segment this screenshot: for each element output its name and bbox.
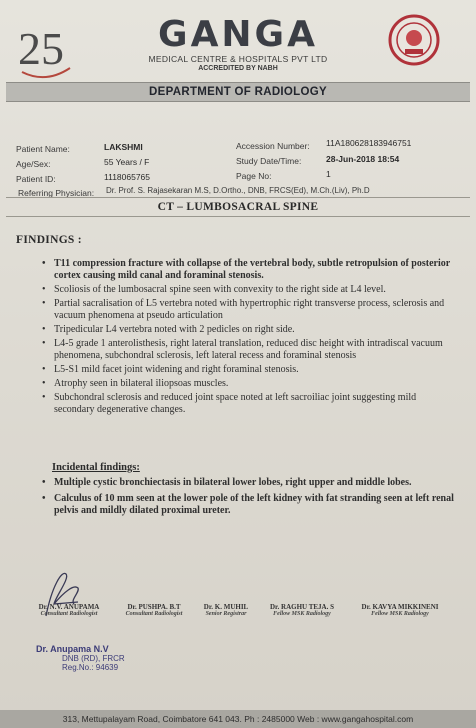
bullet-icon: •	[42, 298, 46, 309]
stamp-registration: Reg.No.: 94639	[62, 663, 119, 672]
finding-text: Tripedicular L4 vertebra noted with 2 pedicles on right side.	[54, 324, 295, 335]
study-date-label: Study Date/Time:	[236, 156, 302, 166]
signatory-role: Senior Registrar	[205, 611, 247, 617]
stamp-name: Dr. Anupama N.V	[36, 644, 109, 654]
bullet-icon: •	[42, 324, 46, 335]
bullet-icon: •	[42, 338, 46, 349]
signatory-name: Dr. N.V. ANUPAMA	[38, 603, 100, 611]
signatory-name: Dr. PUSHPA. B.T	[127, 603, 181, 611]
signatory	[196, 603, 256, 617]
finding-item	[40, 364, 458, 376]
brand-name: GANGA	[158, 14, 318, 55]
signatory-role: Consultant Radiologist	[40, 611, 98, 617]
doctor-stamp	[36, 644, 125, 672]
incidental-item	[40, 493, 460, 517]
signatory-role: Fellow MSK Radiology	[371, 611, 429, 617]
finding-item	[40, 392, 458, 416]
finding-text: T11 compression fracture with collapse of the vertebral body, subtle retropulsion of posterior cortex causing mild canal and foraminal stenosis.	[54, 258, 451, 281]
finding-text: Partial sacralisation of L5 vertebra noted with hypertrophic right transverse process, sclerosis and vacuum phenomena at pseudo articulation	[54, 298, 445, 321]
patient-name-value: LAKSHMI	[104, 142, 143, 152]
bullet-icon: •	[42, 258, 46, 269]
department-header: DEPARTMENT OF RADIOLOGY	[6, 82, 470, 102]
finding-text: L5-S1 mild facet joint widening and right foraminal stenosis.	[54, 364, 299, 375]
anniversary-25-logo	[14, 14, 76, 86]
findings-heading: FINDINGS :	[16, 234, 82, 246]
patient-id-label: Patient ID:	[16, 174, 56, 184]
referring-physician-value: Dr. Prof. S. Rajasekaran M.S, D.Ortho., DNB, FRCS(Ed), M.Ch.(Liv), Ph.D	[106, 186, 370, 195]
patient-name-label: Patient Name:	[16, 144, 70, 154]
signatory-role: Fellow MSK Radiology	[273, 611, 331, 617]
signatory	[350, 603, 450, 617]
finding-item	[40, 284, 458, 296]
incidental-item	[40, 477, 460, 489]
signatory-role: Consultant Radiologist	[125, 611, 183, 617]
signatory	[26, 603, 112, 617]
finding-text: Subchondral sclerosis and reduced joint space noted at left sacroiliac joint suggesting mild secondary degenerative changes.	[54, 392, 417, 415]
bullet-icon: •	[42, 493, 46, 504]
age-sex-label: Age/Sex:	[16, 159, 51, 169]
patient-id-value: 1118065765	[104, 172, 151, 182]
incidental-text: Multiple cystic bronchiectasis in bilateral lower lobes, right upper and middle lobes.	[54, 477, 412, 488]
accession-value: 11A180628183946751	[326, 138, 412, 148]
footer-address: 313, Mettupalayam Road, Coimbatore 641 043. Ph : 2485000 Web : www.gangahospital.com	[0, 710, 476, 728]
finding-item	[40, 324, 458, 336]
accreditation-text: ACCREDITED BY NABH	[198, 65, 278, 72]
bullet-icon: •	[42, 477, 46, 488]
report-title: CT – LUMBOSACRAL SPINE	[157, 201, 319, 213]
divider	[6, 197, 470, 198]
signatory	[112, 603, 196, 617]
study-date-value: 28-Jun-2018 18:54	[326, 154, 400, 164]
bullet-icon: •	[42, 392, 46, 403]
signatory-name: Dr. KAVYA MIKKINENI	[361, 603, 439, 611]
finding-text: L4-5 grade 1 anterolisthesis, right lateral translation, reduced disc height with intradiscal vacuum phenomena, subchondral sclerosis, left lateral recess and foraminal stenosis	[54, 338, 443, 361]
signatory-name: Dr. K. MUHIL	[203, 603, 249, 611]
referring-physician-label: Referring Physician:	[18, 188, 95, 198]
finding-text: Scoliosis of the lumbosacral spine seen with convexity to the right side at L4 level.	[54, 284, 386, 295]
accession-label: Accession Number:	[236, 141, 310, 151]
finding-item	[40, 338, 458, 362]
incidental-text: Calculus of 10 mm seen at the lower pole of the left kidney with fat stranding seen at left renal pelvis and mildly dilated proximal ureter.	[54, 493, 454, 516]
page-no-value: 1	[326, 169, 331, 179]
divider	[6, 216, 470, 217]
svg-text:25: 25	[18, 23, 64, 74]
hospital-brand	[120, 16, 356, 72]
finding-text: Atrophy seen in bilateral iliopsoas muscles.	[54, 378, 229, 389]
page-no-label: Page No:	[236, 171, 272, 181]
finding-item	[40, 378, 458, 390]
finding-item	[40, 298, 458, 322]
age-sex-value: 55 Years / F	[104, 157, 150, 167]
incidental-list	[40, 477, 460, 521]
signatory	[258, 603, 346, 617]
finding-item	[40, 258, 458, 282]
bullet-icon: •	[42, 364, 46, 375]
signatory-name: Dr. RAGHU TEJA. S	[270, 603, 334, 611]
bullet-icon: •	[42, 378, 46, 389]
nabh-seal-icon	[388, 14, 440, 66]
incidental-heading: Incidental findings:	[52, 462, 140, 473]
findings-list	[40, 258, 458, 418]
stamp-qualification: DNB (RD), FRCR	[62, 654, 125, 663]
brand-subtitle: MEDICAL CENTRE & HOSPITALS PVT LTD	[148, 54, 328, 64]
bullet-icon: •	[42, 284, 46, 295]
